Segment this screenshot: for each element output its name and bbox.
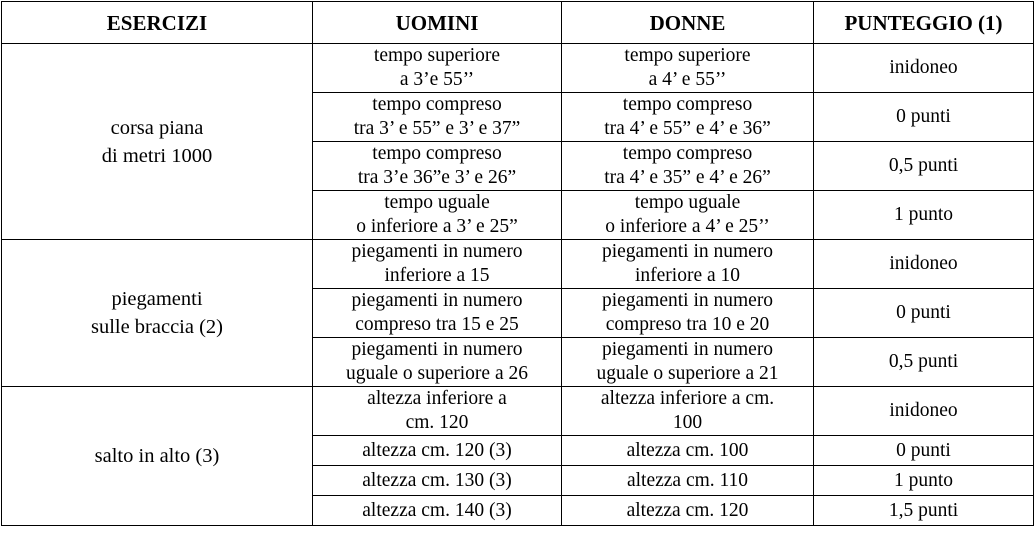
header-esercizi: ESERCIZI (2, 2, 313, 44)
punteggio-cell: 1 punto (814, 466, 1034, 496)
donne-text: o inferiore a 4’ e 25’’ (605, 216, 770, 237)
table-row (2, 387, 1034, 436)
donne-text: piegamenti in numero (601, 241, 774, 262)
donne-cell (562, 191, 814, 240)
exercise-label: piegamenti (111, 288, 203, 310)
donne-cell: altezza cm. 100 (562, 436, 814, 466)
uomini-text: piegamenti in numero (351, 241, 523, 262)
table-row (2, 240, 1034, 289)
punteggio-cell: inidoneo (814, 387, 1034, 436)
punteggio-cell: 1,5 punti (814, 496, 1034, 526)
uomini-text: tempo compreso (372, 143, 502, 164)
donne-text: a 4’ e 55’’ (648, 69, 727, 90)
uomini-text: o inferiore a 3’ e 25” (356, 216, 518, 237)
uomini-cell (313, 93, 562, 142)
donne-text: 100 (672, 412, 703, 433)
exercise-cell-corsa (2, 44, 313, 240)
header-row (2, 2, 1034, 44)
uomini-cell (313, 289, 562, 338)
donne-text: tra 4’ e 55” e 4’ e 36” (604, 118, 771, 139)
donne-text: altezza inferiore a cm. (600, 388, 775, 409)
punteggio-cell: 1 punto (814, 191, 1034, 240)
donne-cell (562, 93, 814, 142)
punteggio-cell: 0 punti (814, 93, 1034, 142)
uomini-text: uguale o superiore a 26 (346, 363, 528, 384)
table-body (2, 44, 1034, 526)
uomini-text: a 3’e 55’’ (399, 69, 475, 90)
uomini-text: compreso tra 15 e 25 (355, 314, 519, 335)
donne-text: uguale o superiore a 21 (596, 363, 779, 384)
exercise-label: corsa piana (110, 116, 204, 139)
uomini-text: tra 3’ e 55” e 3’ e 37” (353, 118, 521, 139)
exercise-label: salto in alto (3) (94, 445, 220, 467)
uomini-cell (313, 338, 562, 387)
donne-text: inferiore a 10 (634, 265, 741, 286)
donne-cell (562, 338, 814, 387)
uomini-cell (313, 240, 562, 289)
donne-text: tempo uguale (634, 192, 741, 213)
exercise-label: sulle braccia (2) (90, 316, 224, 338)
exercise-cell-salto (2, 387, 313, 526)
donne-cell (562, 240, 814, 289)
donne-cell: altezza cm. 110 (562, 466, 814, 496)
punteggio-cell: 0 punti (814, 289, 1034, 338)
uomini-cell (313, 191, 562, 240)
uomini-text: inferiore a 15 (384, 265, 490, 286)
donne-text: tempo compreso (622, 94, 753, 115)
donne-cell (562, 387, 814, 436)
exercise-cell-piegamenti (2, 240, 313, 387)
donne-text: tra 4’ e 35” e 4’ e 26” (604, 167, 771, 188)
donne-cell (562, 289, 814, 338)
uomini-cell (313, 142, 562, 191)
uomini-cell: altezza cm. 130 (3) (313, 466, 562, 496)
uomini-text: tra 3’e 36”e 3’ e 26” (357, 167, 517, 188)
uomini-text: tempo compreso (372, 94, 502, 115)
uomini-text: piegamenti in numero (351, 290, 523, 311)
header-punteggio: PUNTEGGIO (1) (814, 2, 1034, 44)
uomini-text: tempo superiore (373, 45, 501, 66)
header-donne: DONNE (562, 2, 814, 44)
uomini-cell: altezza cm. 120 (3) (313, 436, 562, 466)
uomini-text: cm. 120 (405, 412, 469, 433)
header-uomini: UOMINI (313, 2, 562, 44)
donne-text: piegamenti in numero (601, 339, 774, 360)
punteggio-cell: 0,5 punti (814, 338, 1034, 387)
uomini-text: altezza inferiore a (367, 388, 507, 409)
punteggio-cell: 0,5 punti (814, 142, 1034, 191)
donne-text: piegamenti in numero (601, 290, 774, 311)
exercise-label: di metri 1000 (101, 144, 213, 167)
uomini-cell (313, 44, 562, 93)
donne-text: tempo compreso (622, 143, 753, 164)
uomini-cell: altezza cm. 140 (3) (313, 496, 562, 526)
punteggio-cell: inidoneo (814, 240, 1034, 289)
donne-text: tempo superiore (624, 45, 751, 66)
punteggio-cell: 0 punti (814, 436, 1034, 466)
table-row (2, 44, 1034, 93)
donne-cell (562, 142, 814, 191)
uomini-cell (313, 387, 562, 436)
donne-text: compreso tra 10 e 20 (605, 314, 770, 335)
uomini-text: tempo uguale (384, 192, 490, 213)
donne-cell (562, 44, 814, 93)
punteggio-cell: inidoneo (814, 44, 1034, 93)
uomini-text: piegamenti in numero (351, 339, 523, 360)
donne-cell: altezza cm. 120 (562, 496, 814, 526)
scoring-table (1, 1, 1034, 526)
